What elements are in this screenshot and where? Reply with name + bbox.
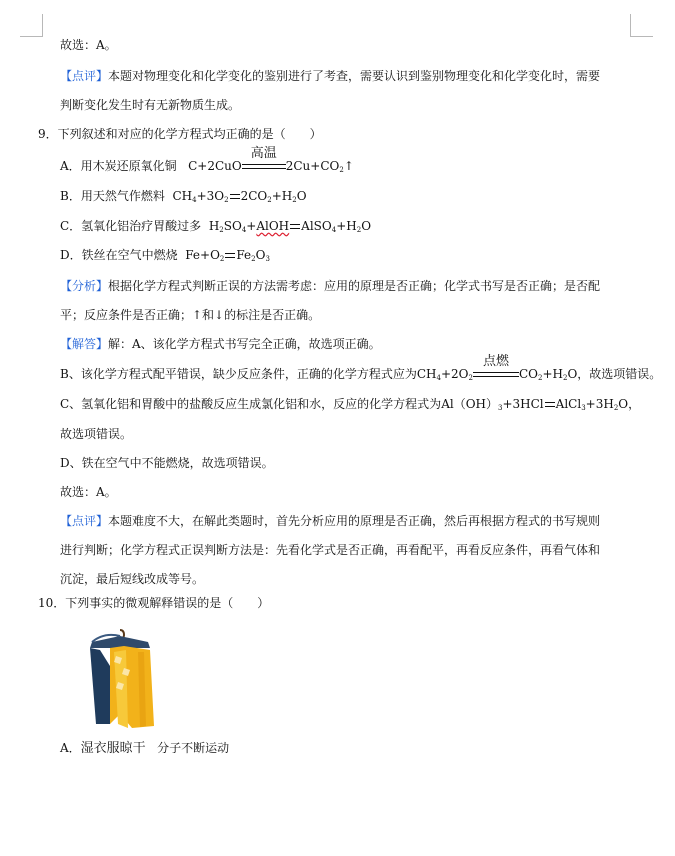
comment-tag: 【点评】 <box>60 69 109 83</box>
solution-line-b: B、该化学方程式配平错误，缺少反应条件，正确的化学方程式应为$CH_4+2O_2$ 点燃 $CO_2+H_2O$，故选项错误。 <box>60 354 662 382</box>
comment-2-line-1: 【点评】本题难度不大，在解此类题时，首先分析应用的原理是否正确，然后再根据方程式的书写规则 <box>60 514 601 528</box>
wet-clothes-icon <box>80 628 158 732</box>
q9-option-a: A．用木炭还原氧化铜 C+2CuO 高温 $2Cu+CO_2↑$ <box>60 146 354 174</box>
question-10-title: 10．下列事实的微观解释错误的是（ ） <box>38 596 270 610</box>
analysis-line-2: 平；反应条件是否正确；↑和↓的标注是否正确。 <box>60 308 321 322</box>
solution-line-d: D、铁在空气中不能燃烧，故选项错误。 <box>60 456 274 470</box>
q10-option-a: A．湿衣服晾干 分子不断运动 <box>60 741 230 756</box>
question-9-title: 9．下列叙述和对应的化学方程式均正确的是（ ） <box>38 127 322 141</box>
comment-2-line-2: 进行判断；化学方程式正误判断方法是：先看化学式是否正确，再看配平，再看反应条件，再看气体和 <box>60 543 601 557</box>
answer-line-2: 故选：A。 <box>60 485 117 499</box>
comment-1-line-1: 【点评】本题对物理变化和化学变化的鉴别进行了考查，需要认识到鉴别物理变化和化学变化时，需要 <box>60 69 601 83</box>
q9-option-c: C．氢氧化铝治疗胃酸过多 $H_2SO_4+AlOH$ $AlSO_4+H_2O$ <box>60 219 372 234</box>
analysis-line-1: 【分析】根据化学方程式判断正误的方法需考虑：应用的原理是否正确；化学式书写是否正确；是否配 <box>60 279 601 293</box>
solution-line-a: 【解答】解：A、该化学方程式书写完全正确，故选项正确。 <box>60 337 381 351</box>
q9-option-d: D．铁丝在空气中燃烧 $Fe+O_2$ $Fe_2O_3$ <box>60 248 270 263</box>
corner-mark-left <box>20 14 43 37</box>
corner-mark-right <box>630 14 653 37</box>
q9-option-b: B．用天然气作燃料 $CH_4+3O_2$ $2CO_2+H_2O$ <box>60 189 307 204</box>
answer-line-1: 故选：A。 <box>60 38 117 52</box>
solution-line-c-2: 故选项错误。 <box>60 427 133 441</box>
comment-2-line-3: 沉淀，最后短线改成等号。 <box>60 572 205 586</box>
solution-line-c: C、氢氧化铝和胃酸中的盐酸反应生成氯化铝和水，反应的化学方程式为$Al(OH)_3+3HCl$ $AlCl_3+3H_2O$， <box>60 397 641 412</box>
comment-1-line-2: 判断变化发生时有无新物质生成。 <box>60 98 241 112</box>
